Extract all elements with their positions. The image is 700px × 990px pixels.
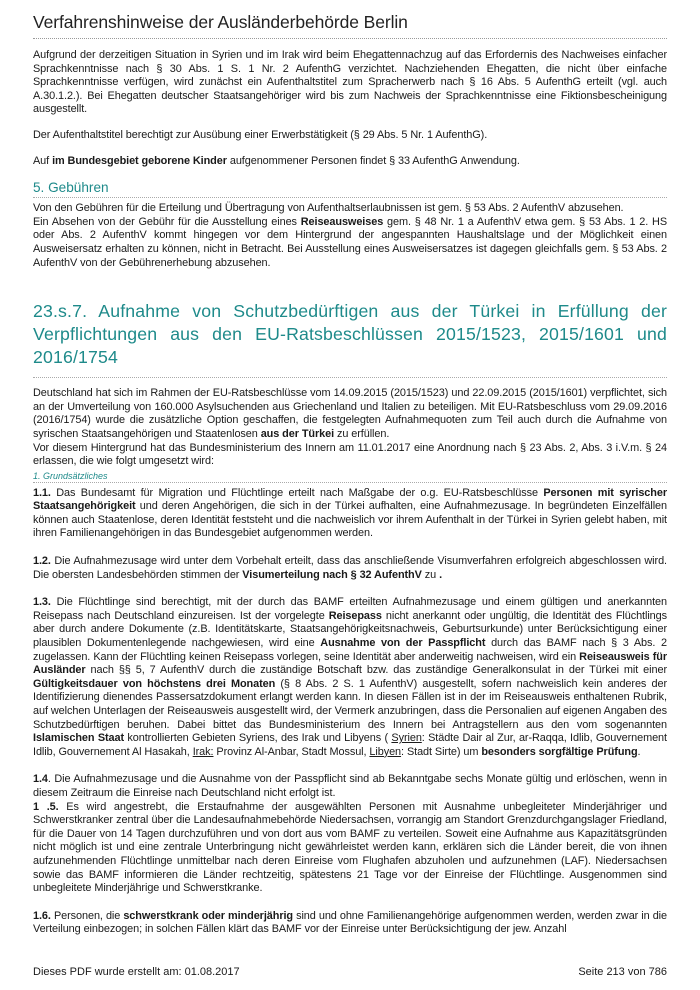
footer-page-number: Seite 213 von 786 [578,966,667,978]
section-5-paragraph-2: Ein Absehen von der Gebühr für die Ausstellung eines Reiseausweises gem. § 48 Nr. 1 a AufenthV etwa gem. § 53 Abs. 1 2. HS oder Abs. 2 AufenthV kommt hingegen vor dem Hintergrund der angespannten Haushaltslage und der Möglichkeit einen Ausweisersatz erhalten zu können, nicht in Betracht. Bei Ausstellung eines Ausweisersatzes ist dagegen gleichfalls gem. § 53 Abs. 2 AufenthV von der Gebührenerhebung abzusehen. [33,215,667,269]
page-footer [33,966,667,978]
paragraph-1-1: 1.1. Das Bundesamt für Migration und Flüchtlinge erteilt nach Maßgabe der o.g. EU-Ratsbeschlüsse Personen mit syrischer Staatsangehörigkeit und deren Angehörigen, die sich in der Türkei aufhalten, eine Aufnahmezusage. In begründeten Einzelfällen können auch Staatenlose, deren Identität feststeht und die nachweislich vor ihrem Aufenthalt in der Türkei in Syrien gelebt haben, mit ihren Familienangehörigen in das Bundesgebiet aufgenommen werden. [33,486,667,540]
page-header-title: Verfahrenshinweise der Ausländerbehörde Berlin [33,12,667,39]
paragraph-1-5: 1 .5. Es wird angestrebt, die Erstaufnahme der ausgewählten Personen mit Ausnahme unbegleiteter Minderjähriger und Schwerstkranker zentral über die Landesaufnahmebehörde Niedersachsen, vorrangig am Standort Grenzdurchgangslager Friedland, für die Dauer von 14 Tagen durchzuführen und von dort aus vom BAMF zu verteilen. Soweit eine Aufnahme aus Kapazitätsgründen nicht möglich ist und eine zentrale Unterbringung nicht gewährleistet werden kann, erklären sich die Länder bereit, die von ihnen aufzunehmenden Flüchtlinge unmittelbar nach deren Einreise vom Flughafen abzuholen und aufzunehmen (LAF). Niedersachsen sowie das BAMF informieren die Länder rechtzeitig, spätestens 21 Tage vor der Einreise der Flüchtlinge. Ausgenommen sind unbegleitete Minderjährige und Schwerstkranke. [33,800,667,895]
paragraph-1-4: 1.4. Die Aufnahmezusage und die Ausnahme von der Passpflicht sind ab Bekanntgabe sechs Monate gültig und erlöschen, wenn in diesem Zeitraum die Einreise nach Deutschland nicht erfolgt ist. [33,773,667,799]
section-5-heading: 5. Gebühren [33,180,667,198]
intro-paragraph-3: Auf im Bundesgebiet geborene Kinder aufgenommener Personen findet § 33 AufenthG Anwendung. [33,154,520,167]
paragraph-1-6: 1.6. Personen, die schwerstkrank oder minderjährig sind und ohne Familienangehörige aufgenommen werden, werden zwar in die Verteilung einbezogen; in solchen Fällen klärt das BAMF vor der Einreise unter Berücksichtigung der jew. Anzahl [33,909,667,936]
paragraph-1-2: 1.2. Die Aufnahmezusage wird unter dem Vorbehalt erteilt, dass das anschließende Visumverfahren erfolgreich abgeschlossen wird. Die obersten Landesbehörden stimmen der Visumerteilung nach § 32 AufenthV zu . [33,555,667,581]
subsection-heading: 1. Grundsätzliches [33,471,667,483]
intro-paragraph-2: Der Aufenthaltstitel berechtigt zur Ausübung einer Erwerbstätigkeit (§ 29 Abs. 5 Nr. 1 AufenthG). [33,128,488,141]
section-23-paragraph-2: Vor diesem Hintergrund hat das Bundesministerium des Innern am 11.01.2017 eine Anordnung nach § 23 Abs. 2, Abs. 3 i.V.m. § 24 erlassen, die wie folgt umgesetzt wird: [33,441,667,468]
document-page [33,0,667,937]
section-23-heading: 23.s.7. Aufnahme von Schutzbedürftigen aus der Türkei in Erfüllung der Verpflichtungen aus den EU-Ratsbeschlüssen 2015/1523, 2015/1601 und 2016/1754 [33,300,667,378]
section-23-paragraph-1: Deutschland hat sich im Rahmen der EU-Ratsbeschlüsse vom 14.09.2015 (2015/1523) und 22.09.2015 (2015/1601) verpflichtet, sich an der Umverteilung von 160.000 Asylsuchenden aus Griechenland und Italien zu beteiligen. Mit EU-Ratsbeschluss vom 29.09.2016 (2016/1754) wurde die zusätzliche Option geschaffen, die festgelegten Aufnahmequoten zum Teil auch durch die Aufnahme von syrischen Staatsangehörigen und Staatenlosen aus der Türkei zu erfüllen. [33,387,667,440]
footer-created-date: Dieses PDF wurde erstellt am: 01.08.2017 [33,966,240,978]
section-5-paragraph-1: Von den Gebühren für die Erteilung und Übertragung von Aufenthaltserlaubnissen ist gem. § 53 Abs. 2 AufenthV abzusehen. [33,202,624,215]
paragraph-1-3: 1.3. Die Flüchtlinge sind berechtigt, mit der durch das BAMF erteilten Aufnahmezusage und einem gültigen und anerkannten Reisepass nach Deutschland einzureisen. Ist der vorgelegte Reisepass nicht anerkannt oder ungültig, die Identität des Flüchtlings aber durch andere Dokumente (z.B. Identitätskarte, Staatsangehörigkeitsnachweis, Geburtsurkunde) unter Berücksichtigung einer plausiblen Dokumentenlegende nachgewiesen, wird eine Ausnahme von der Passpflicht durch das BAMF nach § 3 Abs. 2 zugelassen. Kann der Flüchtling keinen Reisepass vorlegen, seine Identität aber anderweitig nachweisen, wird ein Reiseausweis für Ausländer nach §§ 5, 7 AufenthV durch die zuständige Botschaft bzw. das zuständige Generalkonsulat in der Türkei mit einer Gültigkeitsdauer von höchstens drei Monaten (§ 8 Abs. 2 S. 1 AufenthV) ausgestellt, sofern nachweislich kein anderes der Identifizierung dienendes Passersatzdokument erlangt werden kann. In diesen Fällen ist in der im Reiseausweis enthaltenen Rubrik, auf welchen Unterlagen der Reiseausweis ausgestellt wird, der Vermerk anzubringen, dass die Personalien auf eigenen Angaben des Schutzbedürftigen beruhen. Dabei bittet das Bundesministerium des Innern bei Antragstellern aus den vom sogenannten Islamischen Staat kontrollierten Gebieten Syriens, des Irak und Libyens ( Syrien: Städte Dair al Zur, ar-Raqqa, Idlib, Gouvernement Idlib, Gouvernement Al Hasakah, Irak: Provinz Al-Anbar, Stadt Mossul, Libyen: Stadt Sirte) um besonders sorgfältige Prüfung. [33,596,668,758]
intro-paragraph-1: Aufgrund der derzeitigen Situation in Syrien und im Irak wird beim Ehegattennachzug auf das Erfordernis des Nachweises einfacher Sprachkenntnisse nach § 30 Abs. 1 S. 1 Nr. 2 AufenthG verzichtet. Nachziehenden Ehegatten, die nicht über einfache Sprachkenntnisse verfügen, wird zunächst ein Aufenthaltstitel zum Spracherwerb nach § 16 Abs. 5 AufenthG erteilt (vgl. auch A.30.1.2.). Bei Ehegatten deutscher Staatsangehöriger wird bis zum Nachweis der Sprachkenntnisse eine Fiktionsbescheinigung ausgestellt. [33,49,667,116]
